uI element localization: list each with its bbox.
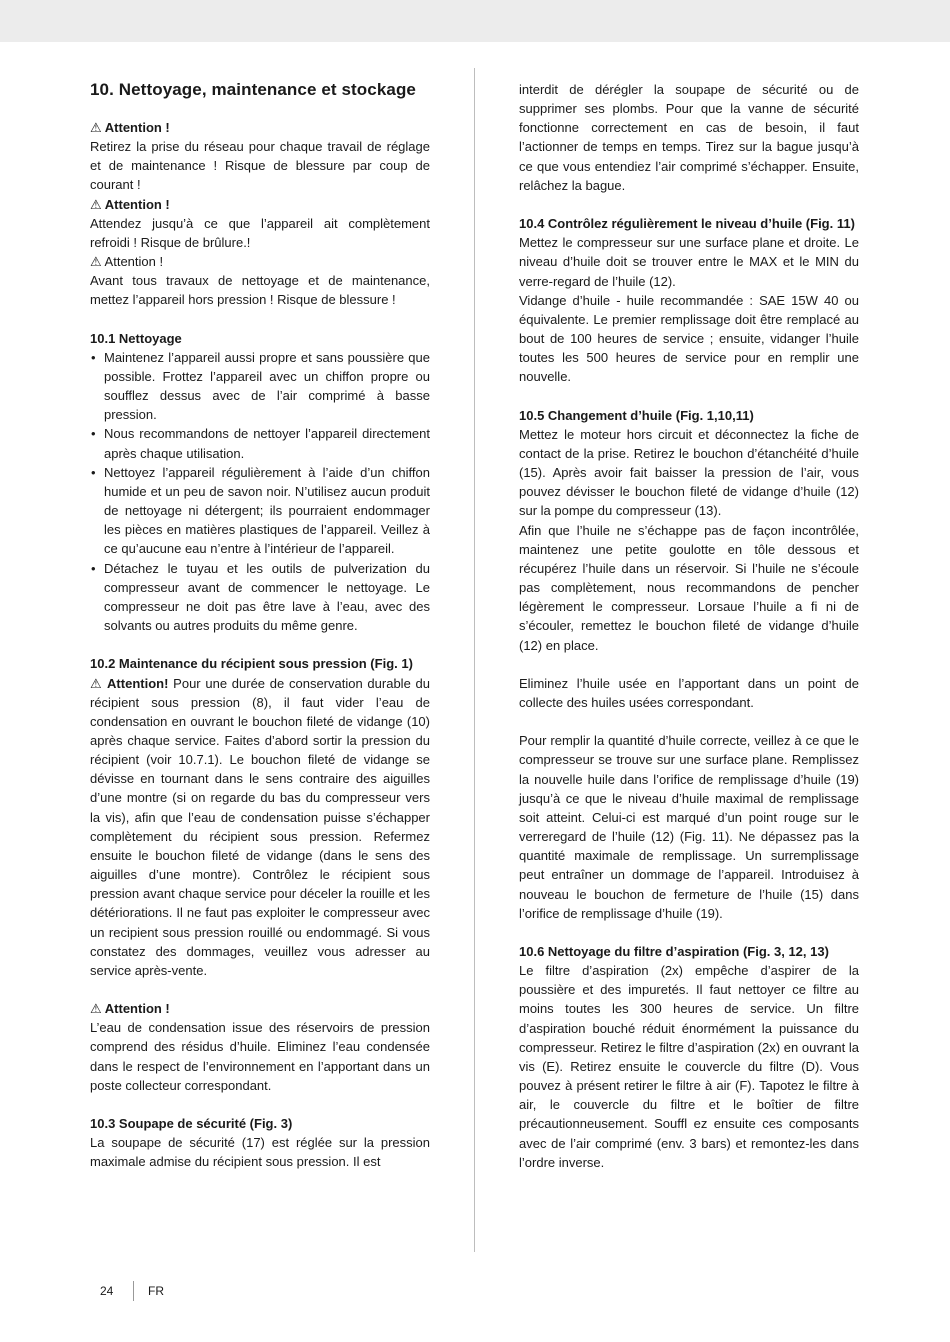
paragraph: [90, 674, 430, 981]
list-item: • Nettoyez l’appareil régulièrement à l’aide d’un chiffon humide et un peu de savon noir. N’utilisez aucun produit de nettoyage ni détergent; ils pourraient endommager les pièces en matières plastiques de l’appareil. Veillez à ce qu’aucune eau n’entre à l’intérieur de l’appareil.: [90, 463, 430, 559]
paragraph: Retirez la prise du réseau pour chaque travail de réglage et de maintenance ! Risque de blessure par coup de courant !: [90, 139, 430, 193]
subsection-title: 10.2 Maintenance du récipient sous pression (Fig. 1): [90, 656, 413, 672]
subsection-title: 10.3 Soupape de sécurité (Fig. 3): [90, 1116, 293, 1132]
subsection-title: 10.6 Nettoyage du filtre d’aspiration (Fig. 3, 12, 13): [519, 943, 829, 959]
right-column: [519, 80, 859, 1172]
paragraph: Mettez le moteur hors circuit et déconnectez la fiche de contact de la prise. Retirez le bouchon d’étanchéité d’huile (15). Après avoir fait baisser la pression de l’air, vous pouvez dévisser le bouchon fileté de vidange d’huile (12) sur la pompe du compresseur (13).: [519, 426, 859, 519]
subsection-title: 10.5 Changement d’huile (Fig. 1,10,11): [519, 407, 754, 423]
top-gray-band: [0, 0, 950, 42]
paragraph: Attendez jusqu’à ce que l’appareil ait complètement refroidi ! Risque de brûlure.!: [90, 215, 430, 250]
list-item: • Maintenez l’appareil aussi propre et sans poussière que possible. Frottez l’appareil avec un chiffon propre ou soufflez dessus avec de l’air comprimé à basse pression.: [90, 348, 430, 425]
paragraph: Afin que l’huile ne s’échappe pas de façon incontrôlée, maintenez une petite goulotte en tôle dessous et récupérez l’huile dans un réservoir. Si l’huile ne s’écoule pas complètement, nous recommandons de pencher légèrement le compresseur. Lorsaue l’huile a fi ni de s’écouler, remettez le bouchon fileté de vidange d’huile (12) en place.: [519, 522, 859, 653]
paragraph: Eliminez l’huile usée en l’apportant dans un point de collecte des huiles usées correspondant.: [519, 675, 859, 710]
warning-heading: ⚠ Attention !: [90, 1001, 170, 1017]
list-item: • Nous recommandons de nettoyer l’appareil directement après chaque utilisation.: [90, 424, 430, 462]
paragraph-text: Pour une durée de conservation durable du récipient sous pression (8), il faut vider l’eau de condensation en ouvrant le bouchon fileté de vidange (10) après chaque service. Faites d’abord sortir la pression du récipient (voir 10.7.1). Le bouchon fileté de vidange se dévisse en tournant dans le sens contraire des aiguilles d’une montre (si on regarde du bas du compresseur vers la vis), afin que l’eau de condensation puisse s’échapper complètement du récipient sous pression. Refermez ensuite le bouchon fileté de vidange (dans le sens des aiguilles d’une montre). Contrôlez le récipient sous pression avant chaque service pour déceler la rouille et les détériorations. Il ne faut pas exploiter le compresseur avec un recipient sous pression rouillé ou endommagé. Si vous constatez des dommages, veuillez vous adresser au service après-vente.: [90, 675, 430, 978]
subsection-title: 10.1 Nettoyage: [90, 330, 182, 346]
bullet-list: [90, 348, 430, 635]
paragraph: Mettez le compresseur sur une surface plane et droite. Le niveau d’huile doit se trouver entre le MAX et le MIN du verre-regard de l’huile (12).: [519, 235, 859, 289]
paragraph: La soupape de sécurité (17) est réglée sur la pression maximale admise du récipient sous pression. Il est: [90, 1135, 430, 1170]
warning-heading: ⚠ Attention !: [90, 254, 164, 270]
warning-inline: ⚠ Attention!: [90, 675, 169, 691]
page-footer: [90, 1281, 164, 1301]
warning-heading: ⚠ Attention !: [90, 120, 170, 135]
list-item: • Détachez le tuyau et les outils de pulverization du compresseur avant de commencer le nettoyage. Le compresseur ne doit pas être lave à l’eau, avec des solvants ou autres produits du même genre.: [90, 559, 430, 636]
paragraph: interdit de dérégler la soupape de sécurité ou de supprimer ses plombs. Pour que la vanne de sécurité fonctionne correctement en cas de besoin, il faut l’actionner de temps en temps. Tirez sur la bague jusqu’à ce que vous entendiez l’air comprimé s’échapper. Ensuite, relâchez la bague.: [519, 82, 859, 193]
paragraph: Avant tous travaux de nettoyage et de maintenance, mettez l’appareil hors pression ! Risque de blessure !: [90, 273, 430, 308]
left-column: [90, 79, 430, 1172]
paragraph: Vidange d’huile - huile recommandée : SAE 15W 40 ou équivalente. Le premier remplissage doit être remplacé au bout de 100 heures de service ; ensuite, vidanger l’huile toutes les 500 heures de service pour en remplir une nouvelle.: [519, 292, 859, 385]
section-title: 10. Nettoyage, maintenance et stockage: [90, 80, 416, 99]
language-code: FR: [148, 1284, 164, 1298]
paragraph: L’eau de condensation issue des réservoirs de pression comprend des résidus d’huile. Eliminez l’eau condensée dans le respect de l’environnement en l’apportant dans un poste collecteur correspondant.: [90, 1020, 430, 1093]
warning-heading: ⚠ Attention !: [90, 196, 170, 212]
subsection-title: 10.4 Contrôlez régulièrement le niveau d’huile (Fig. 11): [519, 216, 855, 232]
paragraph: Pour remplir la quantité d’huile correcte, veillez à ce que le compresseur se trouve sur une surface plane. Remplissez la nouvelle huile dans l’orifice de remplissage d’huile (19) jusqu’à ce que le niveau d’huile maximal de remplissage soit atteint. Celui-ci est marqué d’un point rouge sur le verreregard de l’huile (12) (Fig. 11). Ne dépassez pas la quantité maximale de remplissage. Un surremplissage peut entraîner un dommage de l’appareil. Introduisez à nouveau le bouchon de fermeture de l’huile (15) dans l’orifice de remplissage d’huile (19).: [519, 733, 859, 921]
column-divider: [474, 68, 475, 1252]
paragraph: Le filtre d’aspiration (2x) empêche d’aspirer de la poussière et des impuretés. Il faut nettoyer ce filtre au moins toutes les 300 heures de service. Un filtre d’aspiration bouché réduit énormément la puissance du compresseur. Retirez le filtre d’aspiration (2x) en ouvrant la vis (E). Retirez ensuite le couvercle du filtre (D). Vous pouvez à présent retirer le filtre à air (F). Tapotez le filtre à air, le couvercle du filtre et le boîtier de filtre précautionneusement. Souffl ez ensuite ces composants avec de l’air comprimé (env. 3 bars) et remontez-les dans l’ordre inverse.: [519, 963, 859, 1170]
page-number: 24: [90, 1281, 134, 1301]
